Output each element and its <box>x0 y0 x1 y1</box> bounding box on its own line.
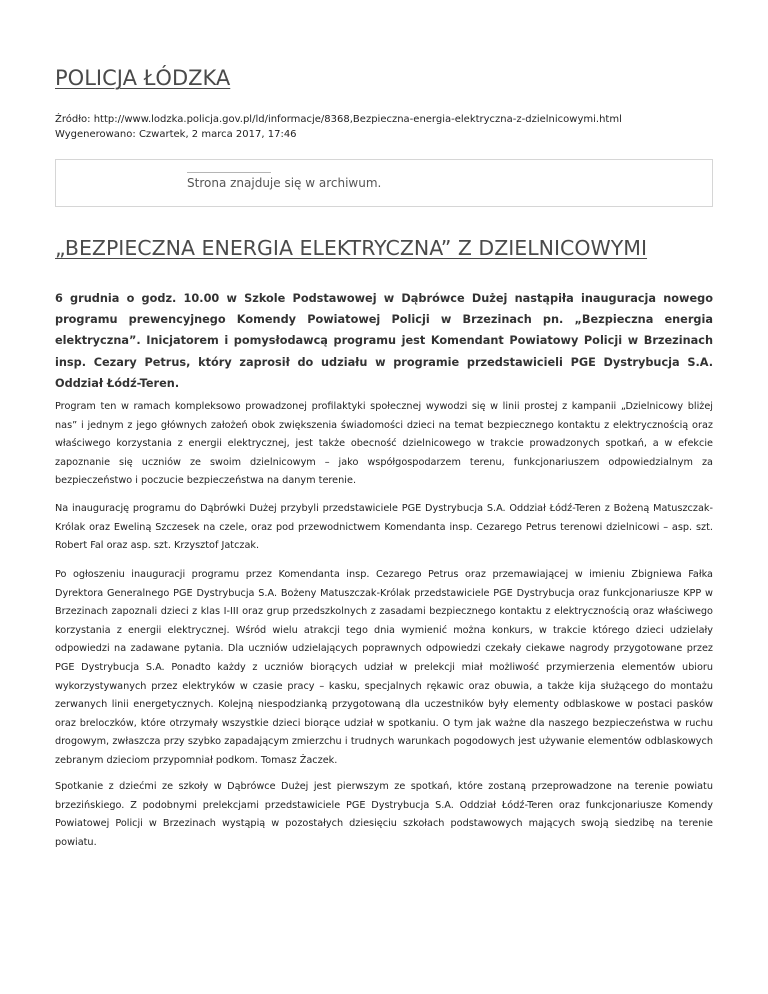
generated-date: Wygenerowano: Czwartek, 2 marca 2017, 17:46 <box>55 129 297 140</box>
site-title[interactable]: POLICJA ŁÓDZKA <box>55 66 231 90</box>
article-paragraph: Program ten w ramach kompleksowo prowadzonej profilaktyki społecznej wywodzi się w linii prostej z kampanii „Dzielnicowy bliżej nas” i jednym z jego głównych założeń obok zwiększenia świadomości dzieci na temat bezpiecznego kontaktu z elektrycznością oraz właściwego korzystania z energii elektrycznej, jest także obecność dzielnicowego w trakcie prowadzonych spotkań, a w efekcie zapoznanie się uczniów ze swoim dzielnicowym – jako współgospodarzem terenu, funkcjonariuszem odpowiedzialnym za bezpieczeństwo i poczucie bezpieczeństwa na danym terenie. <box>55 401 713 487</box>
archive-notice-box <box>55 159 713 207</box>
article-lead: 6 grudnia o godz. 10.00 w Szkole Podstawowej w Dąbrówce Dużej nastąpiła inauguracja nowego programu prewencyjnego Komendy Powiatowej Policji w Brzezinach pn. „Bezpieczna energia elektryczna”. Inicjatorem i pomysłodawcą programu jest Komendant Powiatowy Policji w Brzezinach insp. Cezary Petrus, który zaprosił do udziału w programie przedstawicieli PGE Dystrybucja S.A. Oddział Łódź-Teren. <box>55 292 713 390</box>
archive-divider <box>187 172 271 173</box>
article-paragraph: Po ogłoszeniu inauguracji programu przez Komendanta insp. Cezarego Petrus oraz przemawiającej w imieniu Zbigniewa Fałka Dyrektora Generalnego PGE Dystrybucja S.A. Bożeny Matuszczak-Królak przedstawiciele PGE Dystrybucja oraz funkcjonariusze KPP w Brzezinach zapoznali dzieci z klas I-III oraz grup przedszkolnych z zasadami bezpiecznego kontaktu z elektrycznością oraz właściwego korzystania z energii elektrycznej. Wśród wielu atrakcji tego dnia wymienić można konkurs, w trakcie którego dzieci udzielały odpowiedzi na zadawane pytania. Dla uczniów udzielających poprawnych odpowiedzi czekały ciekawe nagrody przygotowane przez PGE Dystrybucja S.A. Ponadto każdy z uczniów biorących udział w prelekcji miał możliwość przymierzenia elementów ubioru wykorzystywanych przez elektryków w czasie pracy – kasku, specjalnych rękawic oraz obuwia, a także kija służącego do montażu zerwanych linii energetycznych. Kolejną niespodzianką przygotowaną dla uczestników były elementy odblaskowe w postaci pasków oraz breloczków, które otrzymały wszystkie dzieci biorące udział w spotkaniu. O tym jak ważne dla naszego bezpieczeństwa w ruchu drogowym, zwłaszcza przy szybko zapadającym zmierzchu i trudnych warunkach pogodowych jest używanie elementów odblaskowych zebranym dzieciom przypomniał podkom. Tomasz Żaczek. <box>55 569 713 766</box>
document-meta <box>55 112 622 142</box>
article-paragraph: Na inaugurację programu do Dąbrówki Dużej przybyli przedstawiciele PGE Dystrybucja S.A. Oddział Łódź-Teren z Bożeną Matuszczak-Królak oraz Eweliną Szczesek na czele, oraz pod przewodnictwem Komendanta insp. Cezarego Petrus terenowi dzielnicowi – asp. szt. Robert Fal oraz asp. szt. Krzysztof Jatczak. <box>55 503 713 552</box>
article-title[interactable]: „BEZPIECZNA ENERGIA ELEKTRYCZNA” Z DZIELNICOWYMI <box>55 236 648 260</box>
source-url: Źródło: http://www.lodzka.policja.gov.pl/ld/informacje/8368,Bezpieczna-energia-elektryczna-z-dzielnicowymi.html <box>55 114 622 125</box>
article-paragraph: Spotkanie z dziećmi ze szkoły w Dąbrówce Dużej jest pierwszym ze spotkań, które zostaną przeprowadzone na terenie powiatu brzezińskiego. Z podobnymi prelekcjami przedstawiciele PGE Dystrybucja S.A. Oddział Łódź-Teren oraz funkcjonariusze Komendy Powiatowej Policji w Brzezinach wystąpią w pozostałych dziesięciu szkołach podstawowych mających swoją siedzibę na terenie powiatu. <box>55 781 713 848</box>
archive-notice: Strona znajduje się w archiwum. <box>187 176 382 190</box>
